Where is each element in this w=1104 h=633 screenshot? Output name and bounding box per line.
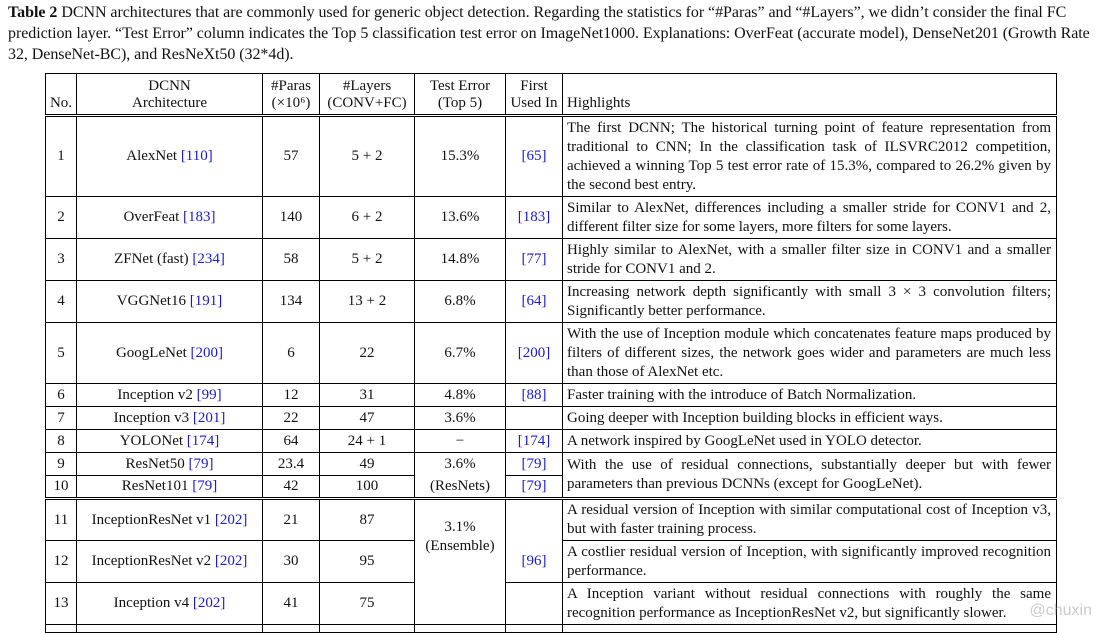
cell-test-error: 13.6%: [415, 197, 506, 239]
cell-paras: 30: [263, 541, 320, 583]
cell-no: 1: [46, 116, 77, 197]
cell-no: 12: [46, 541, 77, 583]
cell-architecture: ResNet101 [79]: [77, 476, 263, 499]
citation-link[interactable]: [174]: [186, 432, 220, 449]
cell-paras: 22: [263, 407, 320, 430]
cell-architecture: OverFeat [183]: [77, 197, 263, 239]
cell-no: 10: [46, 476, 77, 499]
cell-paras: 21: [263, 499, 320, 541]
citation-link[interactable]: [65]: [521, 148, 547, 164]
cell-test-error: 3.6%: [415, 453, 506, 476]
cell-first-used: [506, 239, 563, 281]
cell-paras: 58: [263, 239, 320, 281]
header-first-used: First Used In: [506, 74, 563, 116]
cell-test-error: 15.3%: [415, 116, 506, 197]
citation-link[interactable]: [202]: [214, 553, 248, 569]
cell-no: 5: [46, 323, 77, 384]
cell-paras: 23.4: [263, 453, 320, 476]
cell-architecture: GoogLeNet [200]: [77, 323, 263, 384]
cell-first-used: [506, 476, 563, 499]
table-row: [46, 116, 1057, 197]
cell-layers: 75: [320, 583, 415, 625]
table-row: [46, 281, 1057, 323]
citation-link[interactable]: [79]: [188, 455, 214, 472]
cell-architecture: InceptionResNet v1 [202]: [77, 499, 263, 541]
cell-highlights: A network inspired by GoogLeNet used in YOLO detector.: [563, 430, 1057, 453]
cell-test-error: 14.8%: [415, 239, 506, 281]
cell-architecture: ResNet50 [79]: [77, 453, 263, 476]
cell-first-used: [506, 281, 563, 323]
cell-first-used: [506, 499, 563, 541]
citation-link[interactable]: [174]: [517, 432, 551, 449]
cell-no: 6: [46, 384, 77, 407]
cell-no: 2: [46, 197, 77, 239]
cell-test-error: (ResNets): [415, 476, 506, 499]
cell-test-error: 6.8%: [415, 281, 506, 323]
cell-architecture: YOLONet [174]: [77, 430, 263, 453]
cell-paras: 134: [263, 281, 320, 323]
header-highlights: Highlights: [563, 74, 1057, 116]
cell-highlights: A residual version of Inception with similar computational cost of Inception v3, but with faster training process.: [563, 499, 1057, 541]
cell-test-error: −: [415, 430, 506, 453]
cell-layers: 5 + 2: [320, 239, 415, 281]
cell-test-error: 6.7%: [415, 323, 506, 384]
header-no: No.: [46, 74, 77, 116]
table-row-cut: [46, 625, 1057, 633]
table-row: [46, 499, 1057, 541]
citation-link[interactable]: [201]: [192, 409, 226, 426]
citation-link[interactable]: [200]: [190, 344, 224, 361]
cell-highlights: Going deeper with Inception building blocks in efficient ways.: [563, 407, 1057, 430]
cell-test-error: 3.1% (Ensemble): [415, 499, 506, 625]
cell-test-error: 3.6%: [415, 407, 506, 430]
table-row: [46, 239, 1057, 281]
cell-first-used: [506, 430, 563, 453]
caption-text: DCNN architectures that are commonly used for generic object detection. Regarding the statistics for “#Paras” and “#Layers”, we didn’t consider the final FC prediction layer. “Test Error” column indicates the Top 5 classification test error on ImageNet1000. Explanations: OverFeat (accurate model), DenseNet201 (Growth Rate 32, DenseNet-BC), and ResNeXt50 (32*4d).: [8, 4, 1090, 63]
cell-first-used: [506, 384, 563, 407]
cell-no: 4: [46, 281, 77, 323]
cell-no: 7: [46, 407, 77, 430]
citation-link[interactable]: [200]: [517, 344, 551, 361]
cell-highlights: Faster training with the introduce of Batch Normalization.: [563, 384, 1057, 407]
citation-link[interactable]: [110]: [180, 148, 213, 164]
cell-architecture: ZFNet (fast) [234]: [77, 239, 263, 281]
header-test-error: Test Error (Top 5): [415, 74, 506, 116]
watermark: @chuxin: [1029, 602, 1092, 619]
cell-layers: 24 + 1: [320, 430, 415, 453]
cell-highlights: Highly similar to AlexNet, with a smaller filter size in CONV1 and a smaller stride for CONV1 and 2.: [563, 239, 1057, 281]
cell-highlights: The first DCNN; The historical turning point of feature representation from traditional to CNN; In the classification task of ILSVRC2012 competition, achieved a winning Top 5 test error rate of 15.3%, compared to 26.2% given by the second best entry.: [563, 116, 1057, 197]
cell-paras: 57: [263, 116, 320, 197]
cell-paras: 42: [263, 476, 320, 499]
table-row: [46, 407, 1057, 430]
cell-no: 9: [46, 453, 77, 476]
citation-link[interactable]: [79]: [192, 478, 218, 494]
architecture-table-wrap: [45, 73, 1056, 633]
cell-layers: 87: [320, 499, 415, 541]
architecture-table: [45, 73, 1057, 633]
cell-architecture: Inception v2 [99]: [77, 384, 263, 407]
cell-first-used: [506, 116, 563, 197]
cell-layers: 49: [320, 453, 415, 476]
citation-link[interactable]: [64]: [521, 293, 547, 309]
citation-link[interactable]: [183]: [183, 209, 216, 225]
citation-link[interactable]: [77]: [521, 251, 547, 267]
citation-link[interactable]: [79]: [521, 478, 547, 494]
cell-layers: 22: [320, 323, 415, 384]
citation-link[interactable]: [88]: [521, 386, 547, 403]
cell-no: 3: [46, 239, 77, 281]
table-row: [46, 453, 1057, 476]
cell-first-used: [506, 453, 563, 476]
cell-paras: 12: [263, 384, 320, 407]
header-architecture: DCNN Architecture: [77, 74, 263, 116]
table-row: [46, 430, 1057, 453]
table-row: [46, 197, 1057, 239]
citation-link[interactable]: [202]: [192, 595, 226, 611]
cell-architecture: Inception v4 [202]: [77, 583, 263, 625]
table-row: [46, 541, 1057, 583]
cell-paras: 64: [263, 430, 320, 453]
cell-highlights: Similar to AlexNet, differences including a smaller stride for CONV1 and 2, different filter size for some layers, more filters for some layers.: [563, 197, 1057, 239]
cell-first-used: [506, 407, 563, 430]
cell-paras: 6: [263, 323, 320, 384]
citation-link[interactable]: [202]: [214, 511, 248, 528]
citation-link[interactable]: [191]: [189, 293, 223, 309]
table-caption: [8, 2, 1098, 65]
cell-highlights: With the use of residual connections, substantially deeper but with fewer parameters than previous DCNNs (except for GoogLeNet).: [563, 453, 1057, 499]
cell-architecture: AlexNet [110]: [77, 116, 263, 197]
cell-layers: 5 + 2: [320, 116, 415, 197]
cell-architecture: Inception v3 [201]: [77, 407, 263, 430]
cell-highlights: Increasing network depth significantly with small 3 × 3 convolution filters; Significantly better performance.: [563, 281, 1057, 323]
cell-test-error: 4.8%: [415, 384, 506, 407]
cell-layers: 13 + 2: [320, 281, 415, 323]
citation-link[interactable]: [96]: [521, 552, 547, 569]
cell-layers: 6 + 2: [320, 197, 415, 239]
cell-layers: 31: [320, 384, 415, 407]
cell-no: 13: [46, 583, 77, 625]
citation-link[interactable]: [79]: [521, 455, 547, 472]
cell-paras: 41: [263, 583, 320, 625]
cell-first-used: [506, 583, 563, 625]
cell-highlights: With the use of Inception module which concatenates feature maps produced by filters of different sizes, the network goes wider and parameters are much less than those of AlexNet etc.: [563, 323, 1057, 384]
citation-link[interactable]: [183]: [517, 209, 551, 225]
header-layers: #Layers (CONV+FC): [320, 74, 415, 116]
cell-first-used: [506, 323, 563, 384]
caption-label: Table 2: [8, 4, 58, 21]
cell-highlights: A costlier residual version of Inception, with significantly improved recognition performance.: [563, 541, 1057, 583]
table-header-row: [46, 74, 1057, 116]
cell-layers: 100: [320, 476, 415, 499]
citation-link[interactable]: [99]: [196, 386, 222, 403]
cell-no: 8: [46, 430, 77, 453]
cell-layers: 47: [320, 407, 415, 430]
citation-link[interactable]: [234]: [192, 251, 225, 267]
cell-layers: 95: [320, 541, 415, 583]
cell-no: 11: [46, 499, 77, 541]
table-row: [46, 384, 1057, 407]
cell-paras: 140: [263, 197, 320, 239]
cell-highlights: A Inception variant without residual connections with roughly the same recognition performance as InceptionResNet v2, but significantly slower.: [563, 583, 1057, 625]
cell-architecture: InceptionResNet v2 [202]: [77, 541, 263, 583]
cell-first-used: [506, 197, 563, 239]
cell-first-used: [506, 541, 563, 583]
cell-architecture: VGGNet16 [191]: [77, 281, 263, 323]
table-row: [46, 323, 1057, 384]
table-row: [46, 583, 1057, 625]
header-paras: #Paras (×10⁶): [263, 74, 320, 116]
